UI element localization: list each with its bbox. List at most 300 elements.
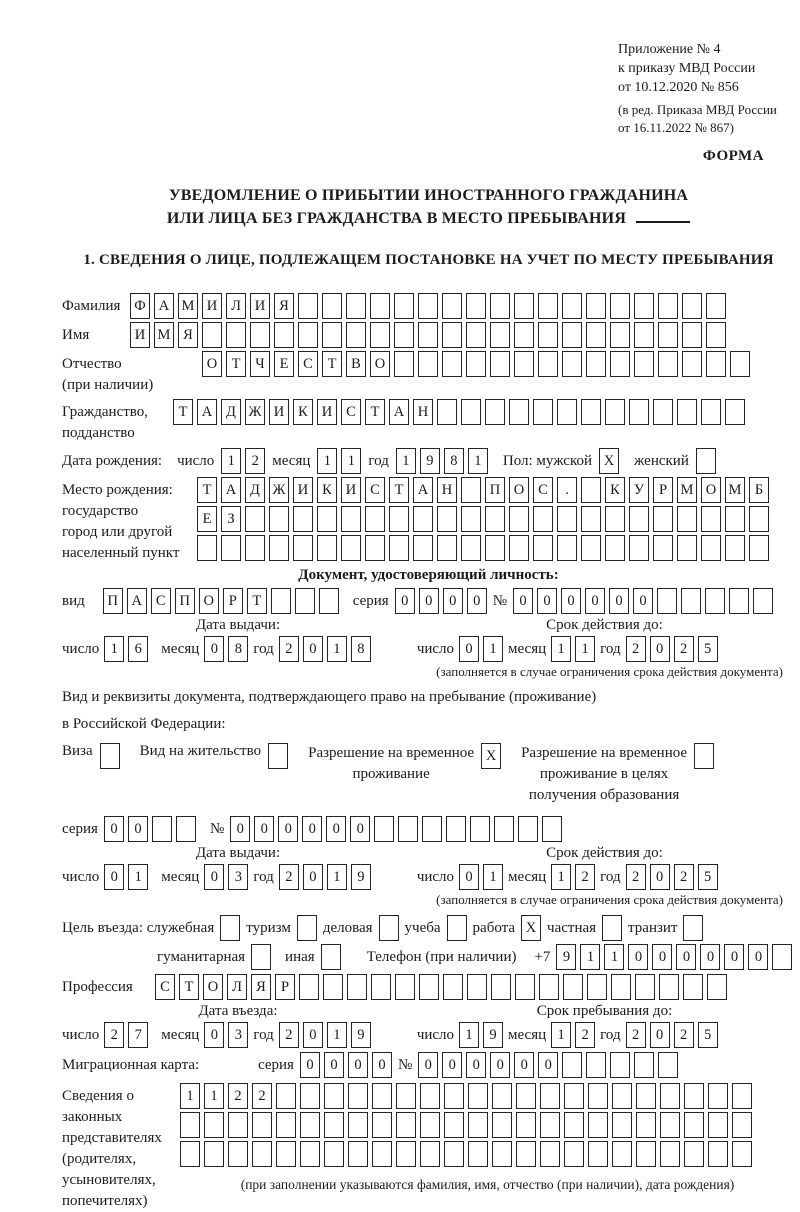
cell[interactable]: [684, 1083, 704, 1109]
cell[interactable]: [269, 535, 289, 561]
cell[interactable]: П: [175, 588, 195, 614]
cell[interactable]: [557, 399, 577, 425]
cell[interactable]: [490, 322, 510, 348]
cell[interactable]: 1: [468, 448, 488, 474]
cell[interactable]: [413, 535, 433, 561]
cell[interactable]: [708, 1112, 728, 1138]
cell[interactable]: 5: [698, 1022, 718, 1048]
cell[interactable]: [492, 1141, 512, 1167]
cell[interactable]: 1: [604, 944, 624, 970]
cell[interactable]: 0: [395, 588, 415, 614]
cell[interactable]: [701, 506, 721, 532]
cell[interactable]: С: [341, 399, 361, 425]
cell[interactable]: [492, 1112, 512, 1138]
cell[interactable]: [446, 816, 466, 842]
cell[interactable]: [581, 399, 601, 425]
cell[interactable]: [610, 351, 630, 377]
cell[interactable]: 0: [609, 588, 629, 614]
cell[interactable]: [466, 351, 486, 377]
cell[interactable]: И: [293, 477, 313, 503]
cell[interactable]: П: [103, 588, 123, 614]
cell[interactable]: [538, 322, 558, 348]
cell[interactable]: Д: [221, 399, 241, 425]
cell[interactable]: А: [221, 477, 241, 503]
cell[interactable]: 0: [467, 588, 487, 614]
cell[interactable]: [653, 535, 673, 561]
cell[interactable]: [509, 399, 529, 425]
cell[interactable]: [772, 944, 792, 970]
cell[interactable]: [725, 506, 745, 532]
cell[interactable]: [204, 1141, 224, 1167]
cell[interactable]: [635, 974, 655, 1000]
cell[interactable]: 1: [341, 448, 361, 474]
cell[interactable]: [562, 351, 582, 377]
cell[interactable]: [293, 506, 313, 532]
cell[interactable]: [468, 1083, 488, 1109]
cell[interactable]: 0: [303, 864, 323, 890]
cell[interactable]: [588, 1083, 608, 1109]
cell[interactable]: И: [130, 322, 150, 348]
cell[interactable]: [389, 506, 409, 532]
cell[interactable]: [348, 1083, 368, 1109]
cell[interactable]: [324, 1112, 344, 1138]
cell[interactable]: А: [389, 399, 409, 425]
cell[interactable]: Р: [223, 588, 243, 614]
cell[interactable]: 0: [514, 1052, 534, 1078]
cell[interactable]: 1: [204, 1083, 224, 1109]
cell[interactable]: [629, 535, 649, 561]
cell[interactable]: Т: [179, 974, 199, 1000]
cell[interactable]: 2: [245, 448, 265, 474]
cell[interactable]: И: [250, 293, 270, 319]
cell[interactable]: [732, 1083, 752, 1109]
cell[interactable]: [252, 1141, 272, 1167]
cell[interactable]: Т: [322, 351, 342, 377]
cell[interactable]: 2: [279, 636, 299, 662]
cell[interactable]: [586, 351, 606, 377]
cell[interactable]: 0: [104, 816, 124, 842]
cell[interactable]: 0: [230, 816, 250, 842]
cell[interactable]: [293, 535, 313, 561]
cell[interactable]: [250, 322, 270, 348]
cell[interactable]: [514, 351, 534, 377]
cell[interactable]: [374, 816, 394, 842]
cell[interactable]: [705, 588, 725, 614]
cell[interactable]: [542, 816, 562, 842]
cell[interactable]: И: [317, 399, 337, 425]
cell[interactable]: 1: [104, 636, 124, 662]
cell[interactable]: [706, 293, 726, 319]
cell[interactable]: 3: [228, 1022, 248, 1048]
cell[interactable]: 1: [327, 1022, 347, 1048]
cell[interactable]: 0: [204, 1022, 224, 1048]
cell[interactable]: [276, 1083, 296, 1109]
cell[interactable]: С: [533, 477, 553, 503]
cell[interactable]: [348, 1112, 368, 1138]
cell[interactable]: [444, 1112, 464, 1138]
cell[interactable]: 1: [551, 864, 571, 890]
cell[interactable]: И: [341, 477, 361, 503]
cell[interactable]: 0: [537, 588, 557, 614]
cell[interactable]: [611, 974, 631, 1000]
cell[interactable]: [420, 1083, 440, 1109]
cell[interactable]: 0: [748, 944, 768, 970]
cell[interactable]: [298, 293, 318, 319]
cell[interactable]: [557, 535, 577, 561]
cell[interactable]: 1: [221, 448, 241, 474]
cell[interactable]: [683, 974, 703, 1000]
cell[interactable]: 0: [650, 1022, 670, 1048]
cell[interactable]: [437, 506, 457, 532]
cell[interactable]: [653, 506, 673, 532]
cell[interactable]: [418, 351, 438, 377]
cell[interactable]: [418, 322, 438, 348]
cell[interactable]: [509, 535, 529, 561]
cell[interactable]: [586, 1052, 606, 1078]
cell[interactable]: 2: [279, 1022, 299, 1048]
cell[interactable]: [653, 399, 673, 425]
cell[interactable]: 0: [466, 1052, 486, 1078]
cell[interactable]: [581, 506, 601, 532]
cell[interactable]: 2: [674, 864, 694, 890]
service-checkbox[interactable]: [220, 915, 240, 941]
cell[interactable]: 2: [228, 1083, 248, 1109]
cell[interactable]: 0: [650, 636, 670, 662]
cell[interactable]: О: [701, 477, 721, 503]
cell[interactable]: [509, 506, 529, 532]
cell[interactable]: 0: [372, 1052, 392, 1078]
cell[interactable]: [605, 535, 625, 561]
cell[interactable]: О: [199, 588, 219, 614]
cell[interactable]: [197, 535, 217, 561]
cell[interactable]: [274, 322, 294, 348]
cell[interactable]: [518, 816, 538, 842]
cell[interactable]: З: [221, 506, 241, 532]
cell[interactable]: [725, 535, 745, 561]
cell[interactable]: 1: [483, 636, 503, 662]
cell[interactable]: [252, 1112, 272, 1138]
cell[interactable]: [658, 322, 678, 348]
cell[interactable]: [346, 322, 366, 348]
cell[interactable]: [300, 1112, 320, 1138]
cell[interactable]: [180, 1141, 200, 1167]
transit-checkbox[interactable]: [683, 915, 703, 941]
work-checkbox[interactable]: X: [521, 915, 541, 941]
cell[interactable]: [442, 351, 462, 377]
visa-checkbox[interactable]: [100, 743, 120, 769]
cell[interactable]: [636, 1083, 656, 1109]
cell[interactable]: [684, 1141, 704, 1167]
cell[interactable]: [298, 322, 318, 348]
cell[interactable]: [370, 293, 390, 319]
cell[interactable]: Ж: [269, 477, 289, 503]
cell[interactable]: 0: [278, 816, 298, 842]
cell[interactable]: 5: [698, 636, 718, 662]
cell[interactable]: [612, 1112, 632, 1138]
cell[interactable]: [708, 1083, 728, 1109]
cell[interactable]: Т: [247, 588, 267, 614]
cell[interactable]: [300, 1141, 320, 1167]
cell[interactable]: 1: [580, 944, 600, 970]
residence-permit-checkbox[interactable]: [268, 743, 288, 769]
cell[interactable]: [533, 535, 553, 561]
cell[interactable]: 0: [585, 588, 605, 614]
cell[interactable]: [245, 506, 265, 532]
cell[interactable]: [540, 1083, 560, 1109]
cell[interactable]: [516, 1112, 536, 1138]
cell[interactable]: [300, 1083, 320, 1109]
cell[interactable]: [466, 322, 486, 348]
cell[interactable]: 0: [443, 588, 463, 614]
cell[interactable]: 0: [350, 816, 370, 842]
cell[interactable]: Ф: [130, 293, 150, 319]
cell[interactable]: Д: [245, 477, 265, 503]
cell[interactable]: [540, 1141, 560, 1167]
cell[interactable]: 2: [626, 864, 646, 890]
cell[interactable]: [634, 322, 654, 348]
cell[interactable]: [562, 322, 582, 348]
cell[interactable]: [605, 399, 625, 425]
cell[interactable]: [533, 399, 553, 425]
cell[interactable]: 0: [442, 1052, 462, 1078]
cell[interactable]: [372, 1141, 392, 1167]
cell[interactable]: [389, 535, 409, 561]
cell[interactable]: Ж: [245, 399, 265, 425]
cell[interactable]: 0: [676, 944, 696, 970]
cell[interactable]: Л: [227, 974, 247, 1000]
cell[interactable]: [516, 1141, 536, 1167]
cell[interactable]: [365, 535, 385, 561]
cell[interactable]: [485, 535, 505, 561]
cell[interactable]: [677, 535, 697, 561]
cell[interactable]: [348, 1141, 368, 1167]
cell[interactable]: 9: [420, 448, 440, 474]
cell[interactable]: [295, 588, 315, 614]
cell[interactable]: А: [127, 588, 147, 614]
cell[interactable]: С: [151, 588, 171, 614]
cell[interactable]: [636, 1112, 656, 1138]
cell[interactable]: [245, 535, 265, 561]
cell[interactable]: Т: [226, 351, 246, 377]
cell[interactable]: [202, 322, 222, 348]
cell[interactable]: [634, 293, 654, 319]
cell[interactable]: [533, 506, 553, 532]
cell[interactable]: [468, 1141, 488, 1167]
cell[interactable]: [732, 1112, 752, 1138]
cell[interactable]: [610, 293, 630, 319]
cell[interactable]: 9: [556, 944, 576, 970]
cell[interactable]: [319, 588, 339, 614]
cell[interactable]: 0: [128, 816, 148, 842]
cell[interactable]: [485, 506, 505, 532]
cell[interactable]: [323, 974, 343, 1000]
cell[interactable]: 0: [418, 1052, 438, 1078]
cell[interactable]: 0: [326, 816, 346, 842]
cell[interactable]: [557, 506, 577, 532]
cell[interactable]: [394, 322, 414, 348]
cell[interactable]: Б: [749, 477, 769, 503]
cell[interactable]: 0: [254, 816, 274, 842]
cell[interactable]: [420, 1112, 440, 1138]
cell[interactable]: [228, 1112, 248, 1138]
cell[interactable]: [494, 816, 514, 842]
cell[interactable]: [490, 293, 510, 319]
cell[interactable]: [586, 293, 606, 319]
cell[interactable]: 0: [303, 636, 323, 662]
cell[interactable]: К: [317, 477, 337, 503]
cell[interactable]: [660, 1112, 680, 1138]
cell[interactable]: [707, 974, 727, 1000]
cell[interactable]: [636, 1141, 656, 1167]
cell[interactable]: [581, 477, 601, 503]
cell[interactable]: [563, 974, 583, 1000]
male-checkbox[interactable]: X: [599, 448, 619, 474]
cell[interactable]: [444, 1141, 464, 1167]
cell[interactable]: [443, 974, 463, 1000]
cell[interactable]: [228, 1141, 248, 1167]
cell[interactable]: [317, 506, 337, 532]
cell[interactable]: 2: [575, 1022, 595, 1048]
cell[interactable]: 0: [204, 636, 224, 662]
cell[interactable]: [612, 1141, 632, 1167]
cell[interactable]: [514, 322, 534, 348]
humanitarian-checkbox[interactable]: [251, 944, 271, 970]
cell[interactable]: [677, 506, 697, 532]
cell[interactable]: [466, 293, 486, 319]
cell[interactable]: [324, 1083, 344, 1109]
cell[interactable]: [539, 974, 559, 1000]
cell[interactable]: 1: [483, 864, 503, 890]
cell[interactable]: [491, 974, 511, 1000]
cell[interactable]: Я: [274, 293, 294, 319]
cell[interactable]: 0: [633, 588, 653, 614]
cell[interactable]: 1: [180, 1083, 200, 1109]
cell[interactable]: [271, 588, 291, 614]
cell[interactable]: [204, 1112, 224, 1138]
cell[interactable]: 0: [459, 636, 479, 662]
cell[interactable]: А: [413, 477, 433, 503]
cell[interactable]: [180, 1112, 200, 1138]
cell[interactable]: 9: [351, 1022, 371, 1048]
cell[interactable]: 2: [674, 1022, 694, 1048]
cell[interactable]: 2: [626, 636, 646, 662]
cell[interactable]: Я: [251, 974, 271, 1000]
cell[interactable]: 7: [128, 1022, 148, 1048]
cell[interactable]: 1: [327, 864, 347, 890]
cell[interactable]: М: [178, 293, 198, 319]
cell[interactable]: 9: [483, 1022, 503, 1048]
cell[interactable]: [437, 535, 457, 561]
cell[interactable]: [176, 816, 196, 842]
cell[interactable]: [341, 535, 361, 561]
cell[interactable]: 8: [444, 448, 464, 474]
cell[interactable]: [396, 1083, 416, 1109]
cell[interactable]: 1: [317, 448, 337, 474]
cell[interactable]: [612, 1083, 632, 1109]
cell[interactable]: [634, 351, 654, 377]
cell[interactable]: [657, 588, 677, 614]
cell[interactable]: [395, 974, 415, 1000]
cell[interactable]: 0: [104, 864, 124, 890]
cell[interactable]: [564, 1083, 584, 1109]
cell[interactable]: 0: [652, 944, 672, 970]
cell[interactable]: 0: [513, 588, 533, 614]
cell[interactable]: [322, 322, 342, 348]
cell[interactable]: [605, 506, 625, 532]
cell[interactable]: Е: [274, 351, 294, 377]
cell[interactable]: 2: [252, 1083, 272, 1109]
cell[interactable]: С: [365, 477, 385, 503]
cell[interactable]: [372, 1083, 392, 1109]
cell[interactable]: 0: [348, 1052, 368, 1078]
cell[interactable]: 0: [724, 944, 744, 970]
cell[interactable]: 1: [327, 636, 347, 662]
cell[interactable]: [461, 535, 481, 561]
cell[interactable]: [418, 293, 438, 319]
cell[interactable]: [444, 1083, 464, 1109]
cell[interactable]: 0: [561, 588, 581, 614]
study-checkbox[interactable]: [447, 915, 467, 941]
cell[interactable]: [562, 1052, 582, 1078]
cell[interactable]: [152, 816, 172, 842]
cell[interactable]: [370, 322, 390, 348]
cell[interactable]: [660, 1083, 680, 1109]
cell[interactable]: [347, 974, 367, 1000]
cell[interactable]: [413, 506, 433, 532]
cell[interactable]: [677, 399, 697, 425]
cell[interactable]: 0: [490, 1052, 510, 1078]
cell[interactable]: [442, 293, 462, 319]
cell[interactable]: 9: [351, 864, 371, 890]
cell[interactable]: И: [202, 293, 222, 319]
female-checkbox[interactable]: [696, 448, 716, 474]
cell[interactable]: [276, 1112, 296, 1138]
cell[interactable]: [682, 351, 702, 377]
cell[interactable]: [396, 1141, 416, 1167]
cell[interactable]: Т: [173, 399, 193, 425]
cell[interactable]: [610, 1052, 630, 1078]
cell[interactable]: [588, 1141, 608, 1167]
cell[interactable]: К: [605, 477, 625, 503]
cell[interactable]: [461, 399, 481, 425]
cell[interactable]: [629, 399, 649, 425]
cell[interactable]: 0: [459, 864, 479, 890]
cell[interactable]: [587, 974, 607, 1000]
cell[interactable]: [701, 535, 721, 561]
cell[interactable]: 2: [626, 1022, 646, 1048]
cell[interactable]: Т: [197, 477, 217, 503]
cell[interactable]: [467, 974, 487, 1000]
temp-residence-checkbox[interactable]: X: [481, 743, 501, 769]
other-checkbox[interactable]: [321, 944, 341, 970]
cell[interactable]: [341, 506, 361, 532]
cell[interactable]: [708, 1141, 728, 1167]
cell[interactable]: А: [197, 399, 217, 425]
cell[interactable]: С: [298, 351, 318, 377]
cell[interactable]: В: [346, 351, 366, 377]
cell[interactable]: Ч: [250, 351, 270, 377]
cell[interactable]: Т: [365, 399, 385, 425]
cell[interactable]: [538, 351, 558, 377]
cell[interactable]: [461, 477, 481, 503]
cell[interactable]: 0: [303, 1022, 323, 1048]
cell[interactable]: 1: [459, 1022, 479, 1048]
cell[interactable]: 1: [575, 636, 595, 662]
cell[interactable]: У: [629, 477, 649, 503]
cell[interactable]: [372, 1112, 392, 1138]
cell[interactable]: 0: [300, 1052, 320, 1078]
cell[interactable]: [365, 506, 385, 532]
